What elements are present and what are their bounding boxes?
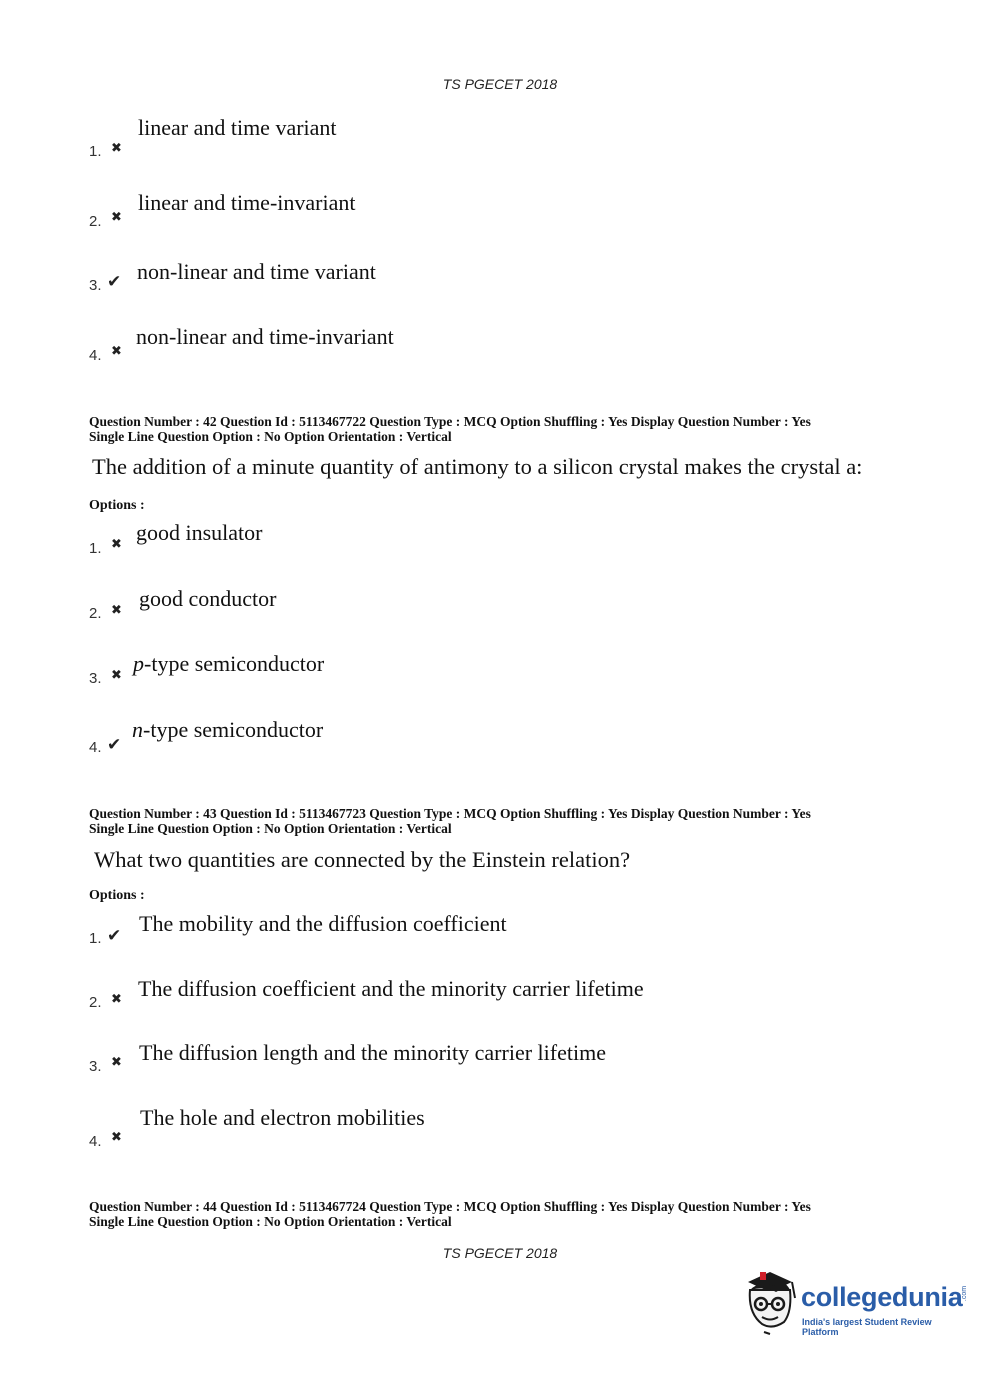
option-number: 4. [89, 347, 102, 364]
option-text: The hole and electron mobilities [140, 1105, 425, 1130]
option-text: The mobility and the diffusion coefficient [139, 911, 507, 936]
wrong-mark-icon: ✖ [111, 1055, 122, 1070]
option-prefix: n [132, 717, 143, 742]
meta-line-2: Single Line Question Option : No Option Orientation : Vertical [89, 1214, 452, 1229]
page-header: TS PGECET 2018 [442, 76, 558, 92]
collegedunia-logo[interactable] [740, 1268, 970, 1338]
correct-mark-icon: ✔ [107, 926, 122, 946]
option-number: 2. [89, 605, 102, 622]
option-text: good conductor [139, 586, 277, 611]
wrong-mark-icon: ✖ [111, 537, 122, 552]
option-number: 4. [89, 1133, 102, 1150]
option-number: 4. [89, 739, 102, 756]
option-number: 1. [89, 540, 102, 557]
wrong-mark-icon: ✖ [111, 210, 122, 225]
option-text: linear and time-invariant [138, 190, 356, 215]
question-43-text: What two quantities are connected by the Einstein relation? [94, 847, 631, 872]
option-text: The diffusion coefficient and the minority carrier lifetime [138, 976, 644, 1001]
logo-tagline: India's largest Student Review Platform [802, 1317, 932, 1337]
option-number: 3. [89, 1058, 102, 1075]
option-text: non-linear and time variant [137, 259, 376, 284]
correct-mark-icon: ✔ [107, 735, 122, 755]
option-number: 2. [89, 213, 102, 230]
option-text: non-linear and time-invariant [136, 324, 394, 349]
wrong-mark-icon: ✖ [111, 141, 122, 156]
option-number: 3. [89, 277, 102, 294]
meta-line-1: Question Number : 44 Question Id : 5113467724 Question Type : MCQ Option Shuffling : Yes Display Question Number : Yes [89, 1199, 811, 1214]
wrong-mark-icon: ✖ [111, 992, 122, 1007]
question-43-meta [89, 806, 811, 836]
question-44-meta [89, 1199, 811, 1229]
option-text: linear and time variant [138, 115, 337, 140]
wrong-mark-icon: ✖ [111, 603, 122, 618]
option-text: The diffusion length and the minority carrier lifetime [139, 1040, 606, 1065]
page-footer: TS PGECET 2018 [442, 1245, 558, 1261]
options-label: Options : [89, 498, 145, 513]
option-number: 1. [89, 143, 102, 160]
wrong-mark-icon: ✖ [111, 1130, 122, 1145]
wrong-mark-icon: ✖ [111, 344, 122, 359]
logo-suffix: .com [961, 1285, 969, 1302]
option-text [133, 651, 324, 677]
question-42-text: The addition of a minute quantity of antimony to a silicon crystal makes the crystal a: [92, 454, 863, 479]
option-rest: -type semiconductor [144, 651, 325, 676]
option-number: 3. [89, 670, 102, 687]
logo-brand: collegedunia [801, 1282, 963, 1312]
option-text: good insulator [136, 520, 263, 545]
option-prefix: p [133, 651, 144, 676]
options-label: Options : [89, 888, 145, 903]
wrong-mark-icon: ✖ [111, 668, 122, 683]
mascot-icon [740, 1268, 802, 1338]
option-rest: -type semiconductor [143, 717, 324, 742]
option-number: 1. [89, 930, 102, 947]
meta-line-2: Single Line Question Option : No Option Orientation : Vertical [89, 429, 452, 444]
meta-line-1: Question Number : 43 Question Id : 5113467723 Question Type : MCQ Option Shuffling : Yes Display Question Number : Yes [89, 806, 811, 821]
meta-line-1: Question Number : 42 Question Id : 5113467722 Question Type : MCQ Option Shuffling : Yes Display Question Number : Yes [89, 414, 811, 429]
option-text [132, 717, 323, 743]
option-number: 2. [89, 994, 102, 1011]
correct-mark-icon: ✔ [107, 272, 122, 292]
question-42-meta [89, 414, 811, 444]
meta-line-2: Single Line Question Option : No Option Orientation : Vertical [89, 821, 452, 836]
